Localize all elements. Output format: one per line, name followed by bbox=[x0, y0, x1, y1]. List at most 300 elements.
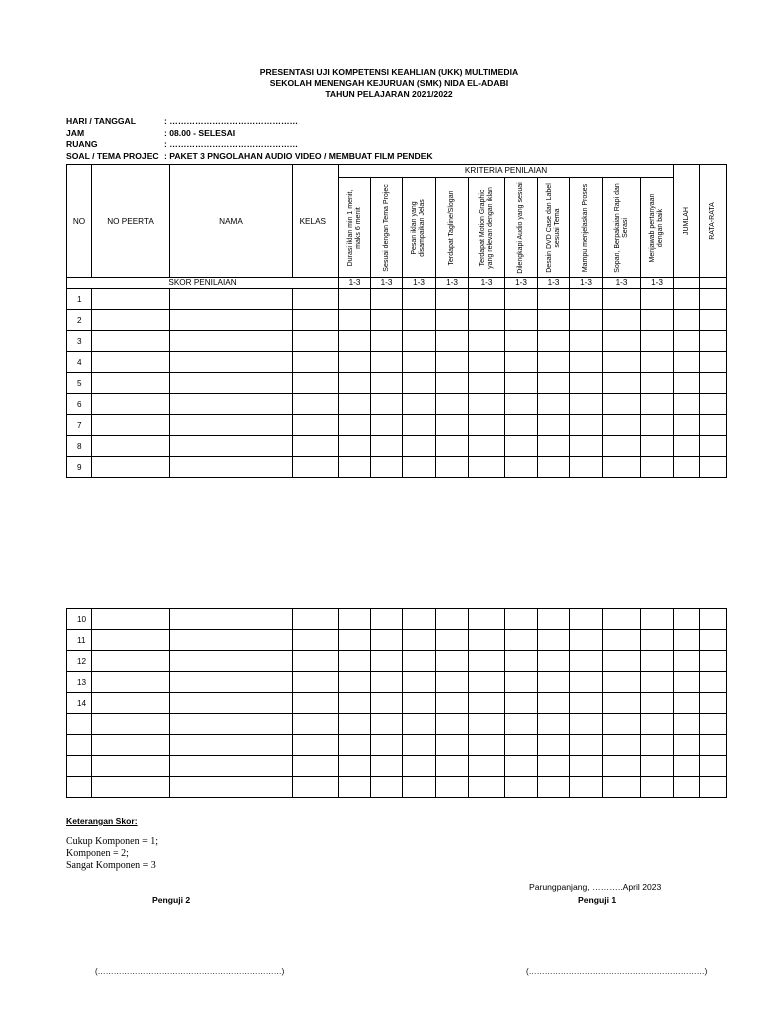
criteria-header bbox=[538, 178, 570, 278]
score-cell bbox=[339, 457, 371, 478]
score-cell bbox=[674, 777, 700, 798]
score-cell bbox=[603, 714, 641, 735]
score-cell bbox=[505, 609, 538, 630]
row-number: 8 bbox=[67, 436, 92, 457]
score-cell bbox=[170, 714, 293, 735]
info-value: : 08.00 - SELESAI bbox=[164, 127, 236, 138]
table-body-page1 bbox=[67, 289, 727, 478]
table-row bbox=[67, 735, 727, 756]
score-cell bbox=[436, 756, 469, 777]
score-cell bbox=[403, 609, 436, 630]
score-cell bbox=[403, 310, 436, 331]
criteria-header bbox=[371, 178, 403, 278]
table-row bbox=[67, 630, 727, 651]
keterangan-list bbox=[66, 836, 158, 872]
score-cell bbox=[469, 777, 505, 798]
score-cell bbox=[293, 651, 339, 672]
score-cell bbox=[371, 394, 403, 415]
score-cell bbox=[293, 777, 339, 798]
score-cell bbox=[570, 651, 603, 672]
score-cell bbox=[371, 331, 403, 352]
score-cell bbox=[170, 310, 293, 331]
score-cell bbox=[170, 457, 293, 478]
score-cell bbox=[436, 735, 469, 756]
score-cell bbox=[371, 756, 403, 777]
score-cell bbox=[469, 352, 505, 373]
row-number: 6 bbox=[67, 394, 92, 415]
col-header-kelas: KELAS bbox=[293, 165, 339, 278]
exam-info bbox=[66, 116, 433, 162]
score-cell bbox=[403, 331, 436, 352]
score-cell bbox=[339, 373, 371, 394]
score-cell bbox=[469, 394, 505, 415]
score-cell bbox=[674, 672, 700, 693]
score-cell bbox=[641, 714, 674, 735]
criteria-label: Pesan iklan yang disampaikan Jelas bbox=[411, 198, 426, 257]
skor-range: 1-3 bbox=[603, 278, 641, 289]
score-cell bbox=[700, 630, 727, 651]
table-row bbox=[67, 457, 727, 478]
score-cell bbox=[371, 693, 403, 714]
skor-range: 1-3 bbox=[641, 278, 674, 289]
criteria-label: Menjawab pertanyaan dengan baik bbox=[649, 193, 665, 262]
row-number: 1 bbox=[67, 289, 92, 310]
score-cell bbox=[674, 714, 700, 735]
score-cell bbox=[92, 394, 170, 415]
score-cell bbox=[603, 352, 641, 373]
score-cell bbox=[570, 756, 603, 777]
criteria-label: Mampu menjelaskan Proses bbox=[582, 183, 589, 272]
row-number bbox=[67, 714, 92, 735]
score-cell bbox=[339, 415, 371, 436]
score-cell bbox=[436, 373, 469, 394]
table-row bbox=[67, 672, 727, 693]
score-cell bbox=[436, 609, 469, 630]
score-cell bbox=[403, 777, 436, 798]
score-cell bbox=[641, 310, 674, 331]
score-cell bbox=[469, 415, 505, 436]
criteria-header bbox=[469, 178, 505, 278]
table-row bbox=[67, 394, 727, 415]
score-cell bbox=[92, 777, 170, 798]
score-cell bbox=[641, 352, 674, 373]
score-cell bbox=[403, 693, 436, 714]
signature-blank-left: (……………………………………………………………) bbox=[95, 967, 285, 976]
score-cell bbox=[641, 436, 674, 457]
row-number: 10 bbox=[67, 609, 92, 630]
table-row bbox=[67, 310, 727, 331]
info-label: JAM bbox=[66, 127, 85, 138]
table-row bbox=[67, 756, 727, 777]
score-cell bbox=[570, 777, 603, 798]
skor-row bbox=[67, 278, 727, 289]
score-cell bbox=[403, 735, 436, 756]
signature-blank-right: (…………………………………………………………) bbox=[526, 967, 708, 976]
score-cell bbox=[505, 630, 538, 651]
skor-range: 1-3 bbox=[436, 278, 469, 289]
score-cell bbox=[92, 436, 170, 457]
rata-blank bbox=[700, 278, 727, 289]
score-cell bbox=[570, 394, 603, 415]
score-cell bbox=[371, 352, 403, 373]
score-cell bbox=[570, 609, 603, 630]
score-cell bbox=[92, 609, 170, 630]
score-cell bbox=[170, 672, 293, 693]
score-cell bbox=[700, 415, 727, 436]
skor-range: 1-3 bbox=[339, 278, 371, 289]
score-cell bbox=[700, 352, 727, 373]
score-cell bbox=[339, 331, 371, 352]
score-cell bbox=[371, 651, 403, 672]
score-cell bbox=[570, 630, 603, 651]
row-number: 2 bbox=[67, 310, 92, 331]
score-cell bbox=[603, 289, 641, 310]
score-cell bbox=[603, 373, 641, 394]
score-cell bbox=[570, 714, 603, 735]
score-cell bbox=[293, 714, 339, 735]
skor-range: 1-3 bbox=[403, 278, 436, 289]
score-cell bbox=[674, 352, 700, 373]
score-cell bbox=[92, 714, 170, 735]
row-number: 4 bbox=[67, 352, 92, 373]
col-header-jumlah bbox=[674, 165, 700, 278]
score-cell bbox=[570, 457, 603, 478]
score-cell bbox=[436, 394, 469, 415]
score-cell bbox=[293, 289, 339, 310]
score-cell bbox=[700, 310, 727, 331]
score-cell bbox=[170, 693, 293, 714]
jumlah-label: JUMLAH bbox=[682, 207, 690, 236]
info-row-project bbox=[66, 151, 433, 163]
row-number bbox=[67, 756, 92, 777]
score-cell bbox=[700, 651, 727, 672]
score-cell bbox=[403, 756, 436, 777]
score-cell bbox=[170, 394, 293, 415]
score-cell bbox=[505, 651, 538, 672]
row-number: 5 bbox=[67, 373, 92, 394]
score-cell bbox=[570, 331, 603, 352]
score-cell bbox=[505, 352, 538, 373]
score-cell bbox=[505, 289, 538, 310]
score-cell bbox=[505, 714, 538, 735]
score-cell bbox=[339, 651, 371, 672]
score-cell bbox=[538, 352, 570, 373]
score-cell bbox=[538, 693, 570, 714]
score-cell bbox=[339, 609, 371, 630]
score-cell bbox=[436, 436, 469, 457]
score-cell bbox=[339, 777, 371, 798]
score-cell bbox=[700, 289, 727, 310]
score-cell bbox=[538, 394, 570, 415]
score-cell bbox=[700, 693, 727, 714]
score-cell bbox=[469, 756, 505, 777]
score-cell bbox=[538, 310, 570, 331]
score-cell bbox=[92, 457, 170, 478]
score-cell bbox=[403, 436, 436, 457]
score-cell bbox=[641, 289, 674, 310]
score-cell bbox=[570, 672, 603, 693]
score-cell bbox=[700, 457, 727, 478]
header-year: TAHUN PELAJARAN 2021/2022 bbox=[325, 89, 453, 99]
score-cell bbox=[469, 310, 505, 331]
score-cell bbox=[170, 735, 293, 756]
penguji-2-label: Penguji 2 bbox=[152, 895, 191, 905]
score-cell bbox=[469, 289, 505, 310]
document-header bbox=[0, 67, 768, 100]
score-cell bbox=[570, 415, 603, 436]
score-cell bbox=[570, 289, 603, 310]
score-cell bbox=[700, 394, 727, 415]
table-row bbox=[67, 777, 727, 798]
criteria-header bbox=[603, 178, 641, 278]
score-cell bbox=[700, 777, 727, 798]
rata-label: RATA-RATA bbox=[709, 202, 717, 240]
score-cell bbox=[538, 735, 570, 756]
criteria-label: Terdapat Motion Graphic yang relevan dengan iklan bbox=[478, 186, 494, 269]
score-cell bbox=[603, 310, 641, 331]
score-cell bbox=[403, 672, 436, 693]
score-cell bbox=[403, 630, 436, 651]
place-date: Parungpanjang, ………..April 2023 bbox=[529, 882, 662, 892]
score-cell bbox=[674, 310, 700, 331]
score-cell bbox=[371, 457, 403, 478]
score-cell bbox=[371, 289, 403, 310]
score-cell bbox=[538, 457, 570, 478]
score-cell bbox=[674, 457, 700, 478]
score-cell bbox=[92, 331, 170, 352]
score-cell bbox=[293, 693, 339, 714]
score-cell bbox=[371, 415, 403, 436]
row-number bbox=[67, 777, 92, 798]
score-cell bbox=[293, 352, 339, 373]
score-cell bbox=[293, 436, 339, 457]
info-label: RUANG bbox=[66, 139, 98, 149]
score-cell bbox=[674, 394, 700, 415]
score-cell bbox=[92, 289, 170, 310]
col-header-nama: NAMA bbox=[170, 165, 293, 278]
score-cell bbox=[469, 693, 505, 714]
score-cell bbox=[371, 735, 403, 756]
score-cell bbox=[92, 651, 170, 672]
criteria-header bbox=[505, 178, 538, 278]
score-cell bbox=[700, 331, 727, 352]
score-cell bbox=[641, 735, 674, 756]
row-number: 7 bbox=[67, 415, 92, 436]
score-cell bbox=[570, 735, 603, 756]
score-cell bbox=[403, 373, 436, 394]
score-cell bbox=[92, 735, 170, 756]
score-cell bbox=[603, 609, 641, 630]
score-cell bbox=[339, 735, 371, 756]
score-cell bbox=[92, 693, 170, 714]
table-row bbox=[67, 373, 727, 394]
skor-range: 1-3 bbox=[570, 278, 603, 289]
score-cell bbox=[674, 756, 700, 777]
criteria-header bbox=[339, 178, 371, 278]
kriteria-header: KRITERIA PENILAIAN bbox=[339, 165, 674, 178]
score-cell bbox=[674, 373, 700, 394]
score-cell bbox=[170, 436, 293, 457]
score-cell bbox=[92, 756, 170, 777]
score-cell bbox=[603, 777, 641, 798]
score-cell bbox=[674, 415, 700, 436]
score-cell bbox=[339, 310, 371, 331]
score-cell bbox=[339, 394, 371, 415]
score-cell bbox=[700, 735, 727, 756]
score-cell bbox=[339, 289, 371, 310]
score-cell bbox=[570, 693, 603, 714]
score-cell bbox=[339, 756, 371, 777]
assessment-table-continued bbox=[66, 608, 727, 798]
score-cell bbox=[371, 714, 403, 735]
score-cell bbox=[371, 630, 403, 651]
score-cell bbox=[170, 777, 293, 798]
score-cell bbox=[641, 672, 674, 693]
score-cell bbox=[436, 352, 469, 373]
score-cell bbox=[505, 436, 538, 457]
jumlah-blank bbox=[674, 278, 700, 289]
penguji-1-label: Penguji 1 bbox=[578, 895, 617, 905]
score-cell bbox=[92, 310, 170, 331]
score-cell bbox=[339, 693, 371, 714]
score-cell bbox=[436, 693, 469, 714]
score-cell bbox=[293, 394, 339, 415]
score-cell bbox=[674, 651, 700, 672]
criteria-header bbox=[570, 178, 603, 278]
score-cell bbox=[469, 457, 505, 478]
score-cell bbox=[505, 394, 538, 415]
skor-range: 1-3 bbox=[538, 278, 570, 289]
score-cell bbox=[603, 693, 641, 714]
score-cell bbox=[403, 714, 436, 735]
score-cell bbox=[505, 373, 538, 394]
table-row bbox=[67, 415, 727, 436]
criteria-header bbox=[641, 178, 674, 278]
score-cell bbox=[505, 331, 538, 352]
skor-range: 1-3 bbox=[505, 278, 538, 289]
criteria-label: Terdapat Tagline/Slogan bbox=[448, 190, 455, 265]
score-cell bbox=[92, 415, 170, 436]
score-cell bbox=[674, 289, 700, 310]
score-cell bbox=[505, 310, 538, 331]
score-cell bbox=[641, 415, 674, 436]
score-cell bbox=[538, 331, 570, 352]
score-cell bbox=[505, 457, 538, 478]
score-cell bbox=[293, 331, 339, 352]
criteria-label: Dilengkapi Audio yang sesuai bbox=[517, 181, 524, 274]
score-cell bbox=[538, 651, 570, 672]
table-row bbox=[67, 714, 727, 735]
score-cell bbox=[603, 735, 641, 756]
info-row-room bbox=[66, 139, 433, 151]
score-cell bbox=[293, 310, 339, 331]
score-cell bbox=[700, 609, 727, 630]
score-cell bbox=[436, 289, 469, 310]
info-value: : PAKET 3 PNGOLAHAN AUDIO VIDEO / MEMBUAT FILM PENDEK bbox=[164, 150, 433, 161]
score-cell bbox=[641, 394, 674, 415]
score-cell bbox=[700, 436, 727, 457]
score-cell bbox=[170, 630, 293, 651]
score-cell bbox=[469, 609, 505, 630]
criteria-label: Durasi iklan min 1 menit, maks 6 menit bbox=[346, 189, 362, 266]
score-cell bbox=[170, 352, 293, 373]
header-school: SEKOLAH MENENGAH KEJURUAN (SMK) NIDA EL-ADABI bbox=[269, 78, 509, 88]
row-number bbox=[67, 735, 92, 756]
score-cell bbox=[436, 714, 469, 735]
score-cell bbox=[603, 756, 641, 777]
score-cell bbox=[505, 777, 538, 798]
col-header-peserta: NO PEERTA bbox=[92, 165, 170, 278]
score-cell bbox=[603, 331, 641, 352]
score-cell bbox=[339, 436, 371, 457]
criteria-label: Sopan, Berpakaian Rapi dan Serasi bbox=[613, 182, 629, 273]
score-cell bbox=[603, 651, 641, 672]
score-cell bbox=[436, 331, 469, 352]
table-row bbox=[67, 436, 727, 457]
score-cell bbox=[538, 373, 570, 394]
score-cell bbox=[700, 672, 727, 693]
score-cell bbox=[92, 672, 170, 693]
score-cell bbox=[603, 457, 641, 478]
score-cell bbox=[339, 672, 371, 693]
score-cell bbox=[371, 672, 403, 693]
score-cell bbox=[170, 609, 293, 630]
score-cell bbox=[469, 436, 505, 457]
score-cell bbox=[92, 373, 170, 394]
score-cell bbox=[371, 373, 403, 394]
score-cell bbox=[603, 672, 641, 693]
skor-label: SKOR PENILAIAN bbox=[67, 278, 339, 289]
info-value: : ……………………………………… bbox=[164, 139, 299, 149]
info-label: HARI / TANGGAL bbox=[66, 116, 137, 126]
score-cell bbox=[436, 415, 469, 436]
info-row-date bbox=[66, 116, 433, 128]
score-cell bbox=[403, 457, 436, 478]
keterangan-title: Keterangan Skor: bbox=[66, 816, 138, 826]
skor-range: 1-3 bbox=[469, 278, 505, 289]
info-value: : ……………………………………… bbox=[164, 116, 299, 126]
criteria-label: Sesuai dengan Tema Projec bbox=[382, 183, 390, 272]
table-body-page2 bbox=[67, 609, 727, 798]
score-cell bbox=[403, 415, 436, 436]
score-cell bbox=[570, 352, 603, 373]
score-cell bbox=[505, 672, 538, 693]
info-row-time bbox=[66, 128, 433, 140]
row-number: 11 bbox=[67, 630, 92, 651]
score-cell bbox=[603, 436, 641, 457]
score-cell bbox=[538, 415, 570, 436]
score-cell bbox=[469, 735, 505, 756]
score-cell bbox=[674, 609, 700, 630]
score-cell bbox=[505, 415, 538, 436]
score-cell bbox=[603, 630, 641, 651]
score-cell bbox=[293, 609, 339, 630]
score-cell bbox=[339, 352, 371, 373]
score-cell bbox=[700, 714, 727, 735]
score-cell bbox=[641, 609, 674, 630]
score-cell bbox=[436, 672, 469, 693]
score-cell bbox=[603, 394, 641, 415]
score-cell bbox=[674, 735, 700, 756]
score-cell bbox=[436, 651, 469, 672]
score-cell bbox=[293, 735, 339, 756]
keterangan-item: Cukup Komponen = 1; bbox=[66, 836, 159, 847]
table-row bbox=[67, 289, 727, 310]
score-cell bbox=[371, 609, 403, 630]
score-cell bbox=[170, 373, 293, 394]
score-cell bbox=[700, 756, 727, 777]
table-row bbox=[67, 651, 727, 672]
